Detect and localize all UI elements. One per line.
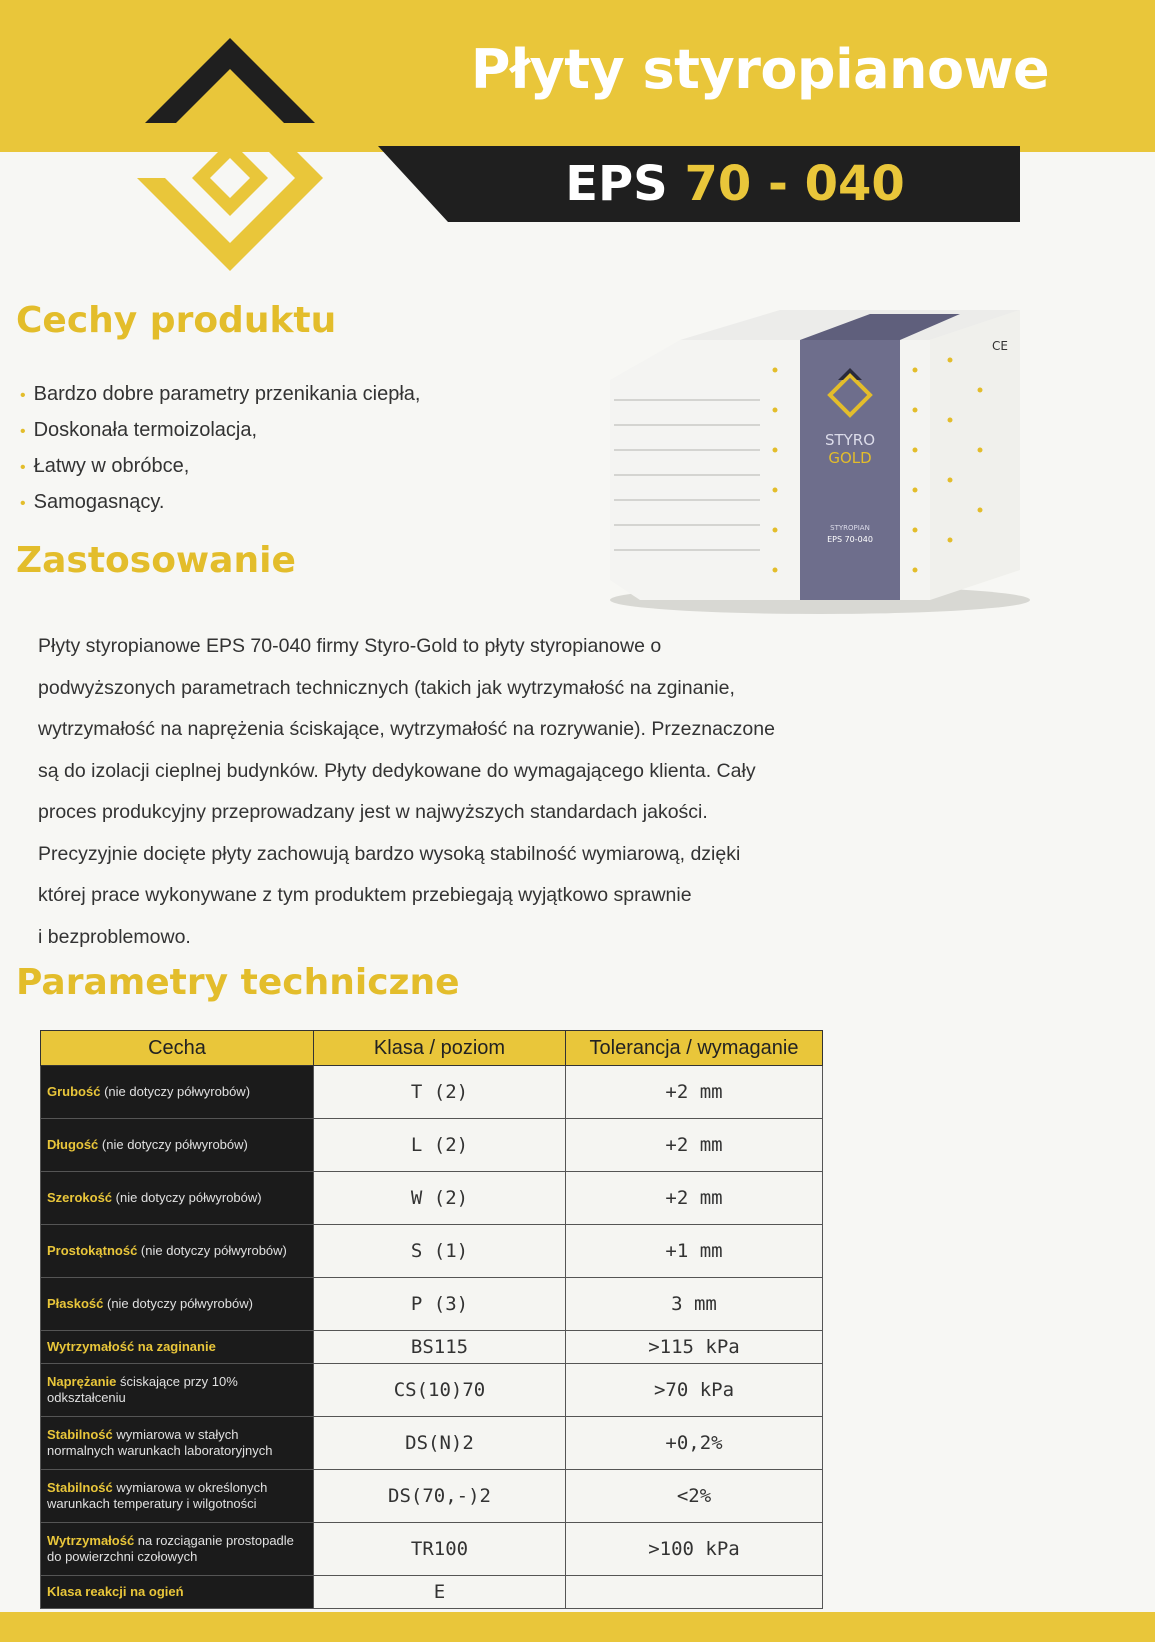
param-name-cell	[41, 1523, 314, 1576]
param-class-cell: CS(10)70	[314, 1364, 566, 1417]
param-class-cell: L (2)	[314, 1119, 566, 1172]
product-package-image	[600, 300, 1040, 620]
param-tolerance-cell: <2%	[566, 1470, 823, 1523]
table-row	[41, 1278, 823, 1331]
feature-item: • Bardzo dobre parametry przenikania ciepła,	[20, 383, 421, 405]
param-name-bold: Wytrzymałość na zaginanie	[47, 1339, 216, 1354]
description-line: i bezproblemowo.	[38, 925, 191, 948]
param-tolerance-cell: >70 kPa	[566, 1364, 823, 1417]
param-name-detail: (nie dotyczy półwyrobów)	[137, 1243, 287, 1258]
param-tolerance-cell: >100 kPa	[566, 1523, 823, 1576]
param-name-detail: (nie dotyczy półwyrobów)	[98, 1137, 248, 1152]
brand-bottom-text: GOLD	[828, 449, 872, 467]
param-name-bold: Szerokość	[47, 1190, 113, 1205]
bottom-band	[0, 1612, 1155, 1642]
description-line: której prace wykonywane z tym produktem przebiegają wyjątkowo sprawnie	[38, 884, 692, 906]
param-class-cell: P (3)	[314, 1278, 566, 1331]
param-tolerance-cell: +0,2%	[566, 1417, 823, 1470]
param-name-bold: Naprężanie	[47, 1374, 117, 1389]
package-label-small: STYROPIAN	[830, 524, 870, 532]
bullet-icon: •	[20, 387, 26, 404]
param-name-detail: na rozciąganie prostopadle do powierzchni czołowych	[47, 1533, 294, 1564]
bullet-icon: •	[20, 459, 26, 476]
description-line: proces produkcyjny przeprowadzany jest w najwyższych standardach jakości.	[38, 801, 708, 823]
column-header: Klasa / poziom	[314, 1031, 566, 1066]
package-label-code: EPS 70-040	[827, 535, 873, 544]
table-row	[41, 1364, 823, 1417]
param-class-cell: W (2)	[314, 1172, 566, 1225]
table-row	[41, 1523, 823, 1576]
eps-prefix: EPS	[565, 156, 668, 212]
bullet-icon: •	[20, 495, 26, 512]
params-table	[40, 1030, 823, 1609]
column-header: Tolerancja / wymaganie	[566, 1031, 823, 1066]
param-tolerance-cell: >115 kPa	[566, 1331, 823, 1364]
param-name-bold: Grubość	[47, 1084, 101, 1099]
param-class-cell: TR100	[314, 1523, 566, 1576]
param-name-cell	[41, 1172, 314, 1225]
param-name-bold: Prostokątność	[47, 1243, 138, 1258]
param-name-cell	[41, 1225, 314, 1278]
param-name-detail: (nie dotyczy półwyrobów)	[103, 1296, 253, 1311]
brand-top-text: STYRO	[824, 431, 876, 449]
feature-item: • Doskonała termoizolacja,	[20, 419, 258, 441]
column-header: Cecha	[41, 1031, 314, 1066]
param-tolerance-cell	[566, 1576, 823, 1609]
table-row	[41, 1119, 823, 1172]
param-name-detail: wymiarowa w stałych normalnych warunkach laboratoryjnych	[47, 1427, 273, 1458]
param-name-bold: Stabilność	[47, 1427, 113, 1442]
styro-gold-logo	[110, 30, 350, 290]
params-table-body	[41, 1066, 823, 1609]
table-row	[41, 1470, 823, 1523]
param-name-detail: wymiarowa w określonych warunkach temperatury i wilgotności	[47, 1480, 268, 1511]
table-header-row	[41, 1031, 823, 1066]
param-class-cell: S (1)	[314, 1225, 566, 1278]
param-name-cell	[41, 1278, 314, 1331]
features-heading: Cechy produktu	[16, 300, 337, 341]
table-row	[41, 1066, 823, 1119]
param-tolerance-cell: +2 mm	[566, 1119, 823, 1172]
param-tolerance-cell: +2 mm	[566, 1172, 823, 1225]
param-name-cell	[41, 1364, 314, 1417]
table-row	[41, 1331, 823, 1364]
param-name-bold: Długość	[47, 1137, 99, 1152]
param-name-bold: Stabilność	[47, 1480, 113, 1495]
description-line: wytrzymałość na naprężenia ściskające, wytrzymałość na rozrywanie). Przeznaczone	[38, 718, 775, 740]
param-name-cell	[41, 1331, 314, 1364]
param-name-cell	[41, 1576, 314, 1609]
param-name-cell	[41, 1417, 314, 1470]
table-row	[41, 1172, 823, 1225]
feature-item: • Samogasnący.	[20, 491, 165, 513]
param-class-cell: T (2)	[314, 1066, 566, 1119]
table-row	[41, 1576, 823, 1609]
param-name-cell	[41, 1066, 314, 1119]
description-line: są do izolacji cieplnej budynków. Płyty dedykowane do wymagającego klienta. Cały	[38, 759, 756, 782]
description-line: Płyty styropianowe EPS 70-040 firmy Styro-Gold to płyty styropianowe o	[38, 635, 662, 657]
params-heading: Parametry techniczne	[16, 962, 460, 1003]
param-name-cell	[41, 1119, 314, 1172]
eps-code: 70 - 040	[684, 156, 905, 212]
page-title: Płyty styropianowe	[470, 38, 1050, 101]
param-tolerance-cell: +1 mm	[566, 1225, 823, 1278]
param-name-bold: Wytrzymałość	[47, 1533, 135, 1548]
param-tolerance-cell: +2 mm	[566, 1066, 823, 1119]
ce-mark: CE	[992, 339, 1008, 353]
feature-item: • Łatwy w obróbce,	[20, 455, 190, 477]
param-tolerance-cell: 3 mm	[566, 1278, 823, 1331]
param-name-bold: Klasa reakcji na ogień	[47, 1584, 184, 1599]
bullet-icon: •	[20, 423, 26, 440]
description-line: podwyższonych parametrach technicznych (takich jak wytrzymałość na zginanie,	[38, 676, 735, 699]
param-name-detail: (nie dotyczy półwyrobów)	[112, 1190, 262, 1205]
param-class-cell: BS115	[314, 1331, 566, 1364]
param-class-cell: DS(N)2	[314, 1417, 566, 1470]
param-name-detail: (nie dotyczy półwyrobów)	[100, 1084, 251, 1099]
usage-description	[38, 626, 858, 958]
table-row	[41, 1225, 823, 1278]
features-list	[20, 376, 420, 520]
description-line: Precyzyjnie docięte płyty zachowują bardzo wysoką stabilność wymiarową, dzięki	[38, 842, 741, 865]
param-name-detail: ściskające przy 10% odkształceniu	[47, 1374, 238, 1405]
param-name-cell	[41, 1470, 314, 1523]
eps-code-label	[450, 152, 1020, 216]
param-class-cell: E	[314, 1576, 566, 1609]
table-row	[41, 1417, 823, 1470]
param-name-bold: Płaskość	[47, 1296, 104, 1311]
usage-heading: Zastosowanie	[16, 540, 296, 581]
param-class-cell: DS(70,-)2	[314, 1470, 566, 1523]
